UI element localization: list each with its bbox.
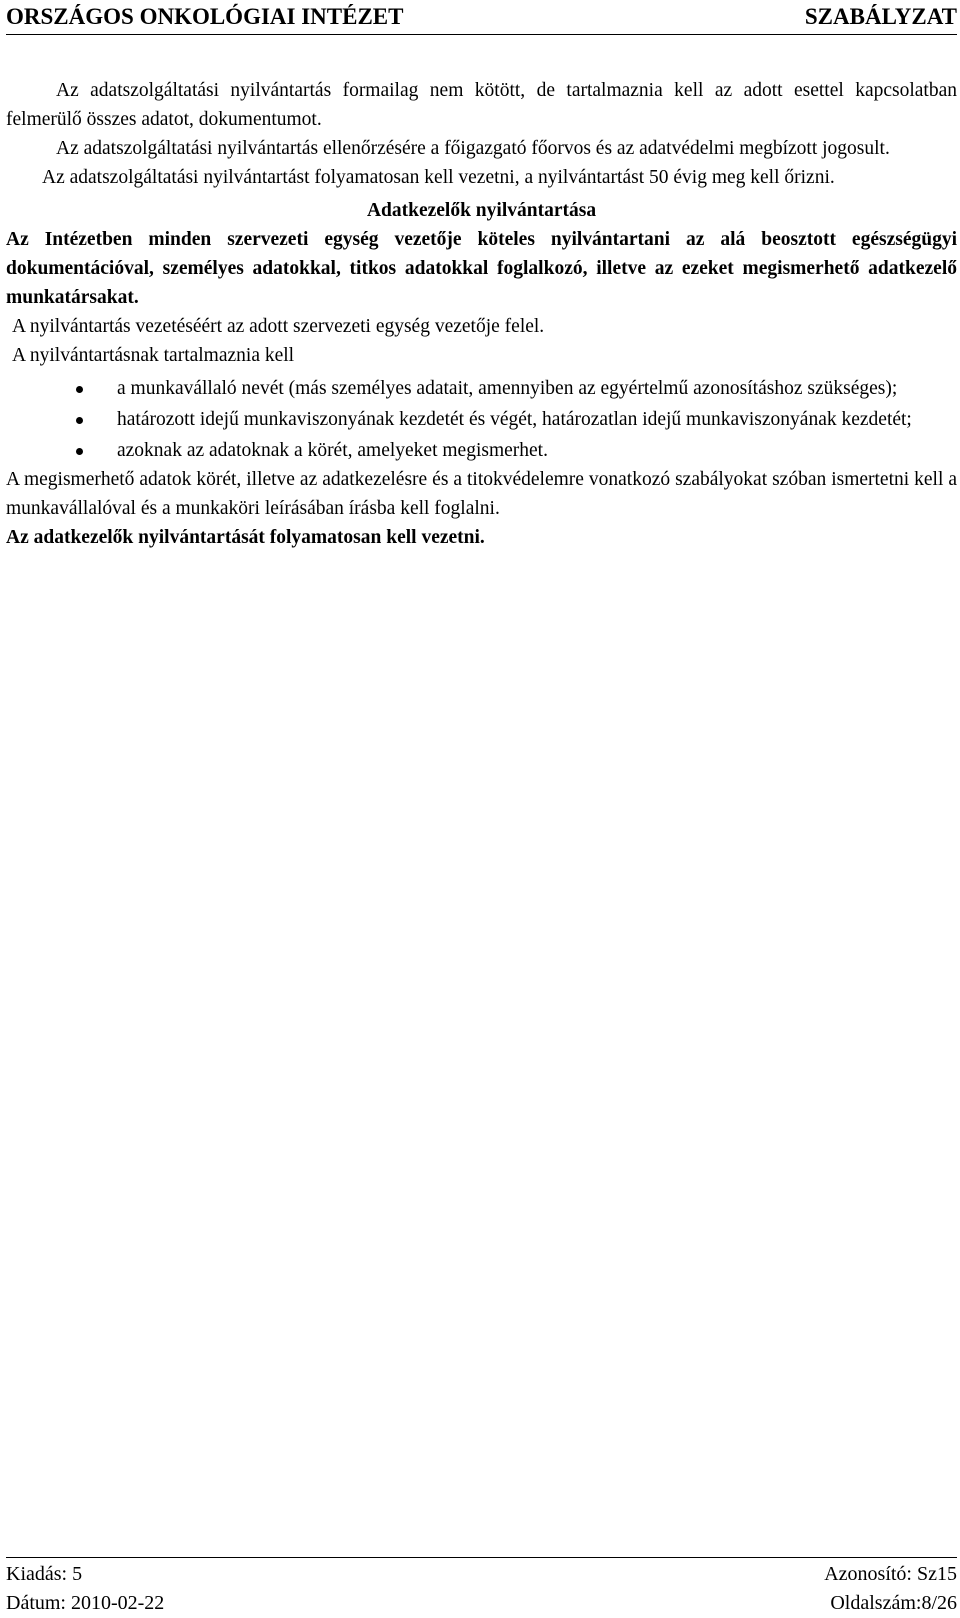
list-item-text: határozott idejű munkaviszonyának kezdetét és végét, határozatlan idejű munkaviszonyának kezdetét; [117,409,912,430]
identifier-label: Azonosító: Sz15 [824,1563,957,1585]
page-footer [6,1557,957,1618]
paragraph-6: A nyilvántartásnak tartalmaznia kell [12,345,295,366]
paragraph-3: Az adatszolgáltatási nyilvántartást folyamatosan kell vezetni, a nyilvántartást 50 évig meg kell őrizni. [42,167,835,188]
requirements-list [6,374,957,465]
bullet-icon [76,417,83,424]
bullet-icon [76,386,83,393]
page-header [6,4,957,35]
section-heading: Adatkezelők nyilvántartása [366,200,597,221]
paragraph-8: Az adatkezelők nyilvántartását folyamatosan kell vezetni. [6,527,485,548]
list-item [6,405,957,434]
institute-name: ORSZÁGOS ONKOLÓGIAI INTÉZET [6,4,404,29]
list-item [6,374,957,403]
date-label: Dátum: 2010-02-22 [6,1592,165,1614]
paragraph-7: A megismerhető adatok körét, illetve az adatkezelésre és a titokvédelemre vonatkozó szabályokat szóban ismertetni kell a munkavállalóval és a munkaköri leírásában írásba kell foglalni. [6,469,957,519]
paragraph-5: A nyilvántartás vezetéséért az adott szervezeti egység vezetője felel. [12,316,545,337]
bullet-icon [76,448,83,455]
footer-right [824,1560,957,1618]
paragraph-1: Az adatszolgáltatási nyilvántartás formailag nem kötött, de tartalmaznia kell az adott esettel kapcsolatban felmerülő összes adatot, dokumentumot. [6,80,957,130]
footer-left [6,1560,164,1618]
list-item-text: a munkavállaló nevét (más személyes adatait, amennyiben az egyértelmű azonosításhoz szükséges); [117,378,898,399]
document-type: SZABÁLYZAT [804,4,957,29]
page-number: Oldalszám:8/26 [830,1592,957,1614]
list-item [6,436,957,465]
paragraph-2: Az adatszolgáltatási nyilvántartás ellenőrzésére a főigazgató főorvos és az adatvédelmi megbízott jogosult. [56,138,890,159]
list-item-text: azoknak az adatoknak a körét, amelyeket megismerhet. [117,440,548,461]
paragraph-4: Az Intézetben minden szervezeti egység vezetője köteles nyilvántartani az alá beosztott egészségügyi dokumentációval, személyes adatokkal, titkos adatokkal foglalkozó, illetve az ezeket megismerhető adatkezelő munkatársakat. [6,229,957,308]
document-body [6,76,957,552]
edition-label: Kiadás: 5 [6,1563,83,1585]
